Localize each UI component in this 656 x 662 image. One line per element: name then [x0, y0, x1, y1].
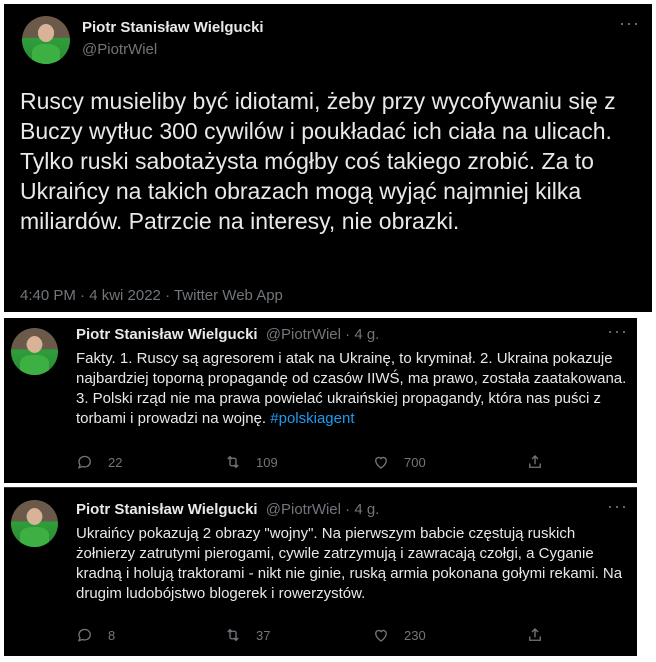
author-name[interactable] [76, 326, 380, 343]
author-name[interactable]: Piotr Stanisław Wielgucki [82, 19, 264, 36]
like-count: 230 [404, 627, 426, 643]
share-button[interactable] [526, 453, 558, 471]
avatar[interactable] [11, 500, 58, 547]
avatar[interactable] [11, 328, 58, 375]
author-name-text[interactable]: Piotr Stanisław Wielgucki [76, 501, 258, 518]
author-handle-time: @PiotrWiel · 4 g. [265, 326, 380, 343]
author-name[interactable] [76, 501, 380, 518]
author-name-text[interactable]: Piotr Stanisław Wielgucki [76, 326, 258, 343]
tweet-text [76, 349, 631, 429]
more-dots-icon[interactable]: ··· [619, 13, 640, 33]
retweet-button[interactable] [224, 453, 278, 471]
like-button[interactable] [372, 453, 426, 471]
tweet-actions [76, 453, 556, 473]
reply-count: 22 [108, 454, 123, 470]
tweet-text-content: Fakty. 1. Ruscy są agresorem i atak na Ukrainę, to kryminał. 2. Ukraina pokazuje najbardziej toporną propagandę od czasów IIWŚ, ma prawo, została zaatakowana. 3. Polski rząd nie ma prawa powielać ukraińskiej propagandy, która nas puści z torbami i prowadzi na wojnę. [76, 350, 627, 427]
reply-icon [76, 453, 94, 471]
retweet-count: 109 [256, 454, 278, 470]
share-icon [526, 453, 544, 471]
like-count: 700 [404, 454, 426, 470]
heart-icon [372, 626, 390, 644]
reply-icon [76, 626, 94, 644]
retweet-button[interactable] [224, 626, 270, 644]
heart-icon [372, 453, 390, 471]
reply-button[interactable] [76, 626, 115, 644]
more-dots-icon[interactable]: ··· [607, 496, 628, 516]
retweet-icon [224, 626, 242, 644]
reply-button[interactable] [76, 453, 122, 471]
tweet-meta: 4:40 PM · 4 kwi 2022 · Twitter Web App [20, 287, 283, 304]
tweet-text: Ukraińcy pokazują 2 obrazy "wojny". Na pierwszym babcie częstują ruskich żołnierzy zatrutymi pierogami, cywile zatrzymują i zawracają czołgi, a Cyganie kradną i holują traktorami - nikt nie ginie, ruską armia pokonana gołymi rekami. Na drugim ludobójstwo blogerek i rowerzystów. [76, 525, 623, 602]
share-icon [526, 626, 544, 644]
reply-tweet[interactable] [4, 318, 637, 483]
retweet-icon [224, 453, 242, 471]
avatar[interactable] [22, 16, 70, 64]
hashtag-link[interactable]: #polskiagent [270, 410, 355, 427]
main-tweet [4, 4, 652, 312]
tweet-text: Ruscy musieliby być idiotami, żeby przy wycofywaniu się z Buczy wytłuc 300 cywilów i poukładać ich ciała na ulicach. Tylko ruski sabotażysta mógłby coś takiego zrobić. Za to Ukraińcy na takich obrazach mogą wyjąć najmniej kilka miliardów. Patrzcie na interesy, nie obrazki. [20, 88, 616, 234]
like-button[interactable] [372, 626, 426, 644]
tweet-actions [76, 626, 556, 646]
reply-count: 8 [108, 627, 116, 643]
more-dots-icon[interactable]: ··· [607, 321, 628, 341]
author-handle-time: @PiotrWiel · 4 g. [265, 501, 380, 518]
share-button[interactable] [526, 626, 558, 644]
reply-tweet[interactable] [4, 487, 637, 656]
retweet-count: 37 [256, 627, 271, 643]
author-handle[interactable]: @PiotrWiel [82, 41, 158, 58]
